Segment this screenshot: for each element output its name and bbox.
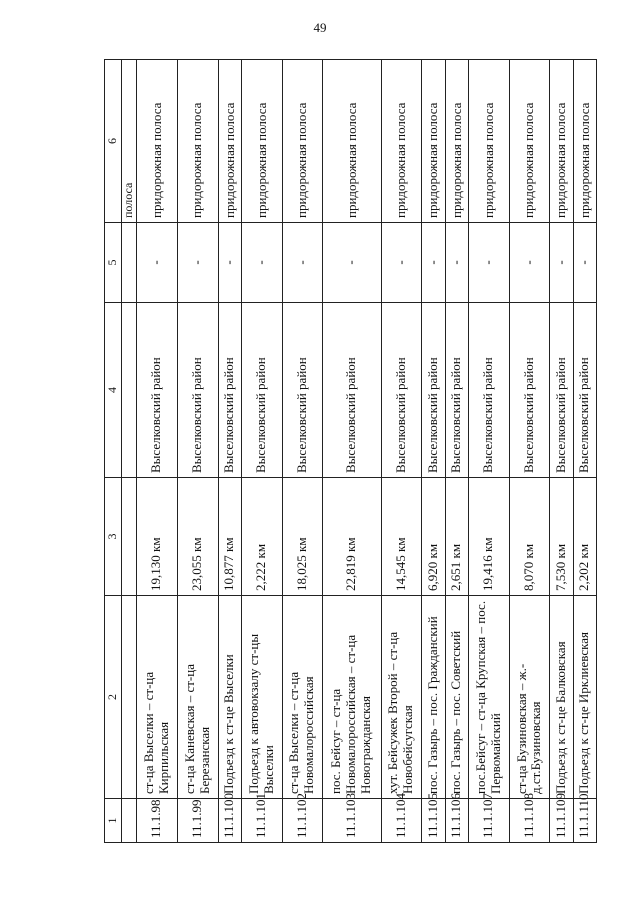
zone-cell: придорожная полоса [468,60,509,223]
district-cell: Выселковский район [445,303,468,478]
zone-cell: придорожная полоса [381,60,422,223]
length-cell: 7,530 км [550,478,573,596]
zone-cell: придорожная полоса [509,60,550,223]
district-cell: Выселковский район [282,303,323,478]
column5-cell: - [509,223,550,303]
table-row [468,60,509,843]
zone-cell: придорожная полоса [323,60,381,223]
length-cell: 14,545 км [381,478,422,596]
column5-cell: - [137,223,178,303]
row-number-cell: 11.1.99 [177,799,218,843]
column5-cell: - [177,223,218,303]
column5-cell: - [468,223,509,303]
district-cell: Выселковский район [323,303,381,478]
empty-cell [122,478,137,596]
zone-cell: придорожная полоса [573,60,596,223]
table-row [381,60,422,843]
length-cell: 6,920 км [422,478,445,596]
column5-cell: - [422,223,445,303]
district-cell: Выселковский район [241,303,282,478]
length-cell: 18,025 км [282,478,323,596]
empty-cell [122,223,137,303]
zone-cell: придорожная полоса [218,60,241,223]
empty-cell [122,596,137,799]
header-cell: 3 [105,478,122,596]
row-number-cell: 11.1.104 [381,799,422,843]
row-number-cell: 11.1.108 [509,799,550,843]
district-cell: Выселковский район [177,303,218,478]
road-name-cell: пос. Газырь – пос. Советский [445,596,468,799]
empty-cell [122,799,137,843]
road-name-cell: ст-ца Выселки – ст-ца Кирпильская [137,596,178,799]
table-row [323,60,381,843]
table-row [218,60,241,843]
length-cell: 23,055 км [177,478,218,596]
district-cell: Выселковский район [550,303,573,478]
zone-cell: придорожная полоса [445,60,468,223]
length-cell: 10,877 км [218,478,241,596]
rotated-table-frame [104,60,597,843]
column5-cell: - [573,223,596,303]
length-cell: 2,202 км [573,478,596,596]
zone-cell: придорожная полоса [137,60,178,223]
column5-cell: - [241,223,282,303]
row-number-cell: 11.1.102 [282,799,323,843]
column5-cell: - [282,223,323,303]
zone-cell: придорожная полоса [177,60,218,223]
length-cell: 22,819 км [323,478,381,596]
header-cell: 1 [105,799,122,843]
row-number-cell: 11.1.98 [137,799,178,843]
road-name-cell: Подъезд к ст-це Выселки [218,596,241,799]
table-row [422,60,445,843]
row-number-cell: 11.1.109 [550,799,573,843]
table-row [550,60,573,843]
table-body [105,60,597,843]
header-cell: 5 [105,223,122,303]
row-number-cell: 11.1.101 [241,799,282,843]
row-number-cell: 11.1.106 [445,799,468,843]
column5-cell: - [381,223,422,303]
zone-cell: придорожная полоса [282,60,323,223]
row-number-cell: 11.1.107 [468,799,509,843]
road-name-cell: пос. Бейсуг – ст-ца Новомалороссийская – ст-ца Новогражданская [323,596,381,799]
table-header-row [105,60,122,843]
header-cell: 2 [105,596,122,799]
table-row [573,60,596,843]
road-name-cell: Подъезд к автовокзалу ст-цы Выселки [241,596,282,799]
column5-cell: - [218,223,241,303]
district-cell: Выселковский район [573,303,596,478]
road-name-cell: хут. Бейсужек Второй – ст-ца Новобейсугская [381,596,422,799]
district-cell: Выселковский район [218,303,241,478]
row-number-cell: 11.1.100 [218,799,241,843]
length-cell: 2,222 км [241,478,282,596]
table-row [137,60,178,843]
continuation-cell: полоса [122,60,137,223]
road-name-cell: пос. Газырь – пос. Гражданский [422,596,445,799]
column5-cell: - [445,223,468,303]
district-cell: Выселковский район [381,303,422,478]
zone-cell: придорожная полоса [241,60,282,223]
district-cell: Выселковский район [422,303,445,478]
road-name-cell: Подъезд к ст-це Ирклиевская [573,596,596,799]
road-name-cell: ст-ца Бузиновская – ж.-д.ст.Бузиновская [509,596,550,799]
table-row [177,60,218,843]
empty-cell [122,303,137,478]
district-cell: Выселковский район [509,303,550,478]
length-cell: 19,130 км [137,478,178,596]
road-name-cell: ст-ца Каневская – ст-ца Березанская [177,596,218,799]
district-cell: Выселковский район [137,303,178,478]
zone-cell: придорожная полоса [422,60,445,223]
road-name-cell: ст-ца Выселки – ст-ца Новомалороссийская [282,596,323,799]
road-name-cell: Подъезд к ст-це Балковская [550,596,573,799]
road-name-cell: пос.Бейсуг – ст-ца Крупская – пос. Первомайский [468,596,509,799]
length-cell: 8,070 км [509,478,550,596]
table-row [282,60,323,843]
district-cell: Выселковский район [468,303,509,478]
table-row [241,60,282,843]
table-row [445,60,468,843]
column5-cell: - [323,223,381,303]
length-cell: 19,416 км [468,478,509,596]
zone-cell: придорожная полоса [550,60,573,223]
continuation-row [122,60,137,843]
rotated-table-container [104,60,597,843]
column5-cell: - [550,223,573,303]
row-number-cell: 11.1.105 [422,799,445,843]
header-cell: 6 [105,60,122,223]
roads-table [104,59,597,843]
header-cell: 4 [105,303,122,478]
row-number-cell: 11.1.110 [573,799,596,843]
page-number: 49 [313,20,327,35]
table-row [509,60,550,843]
row-number-cell: 11.1.103 [323,799,381,843]
length-cell: 2,651 км [445,478,468,596]
